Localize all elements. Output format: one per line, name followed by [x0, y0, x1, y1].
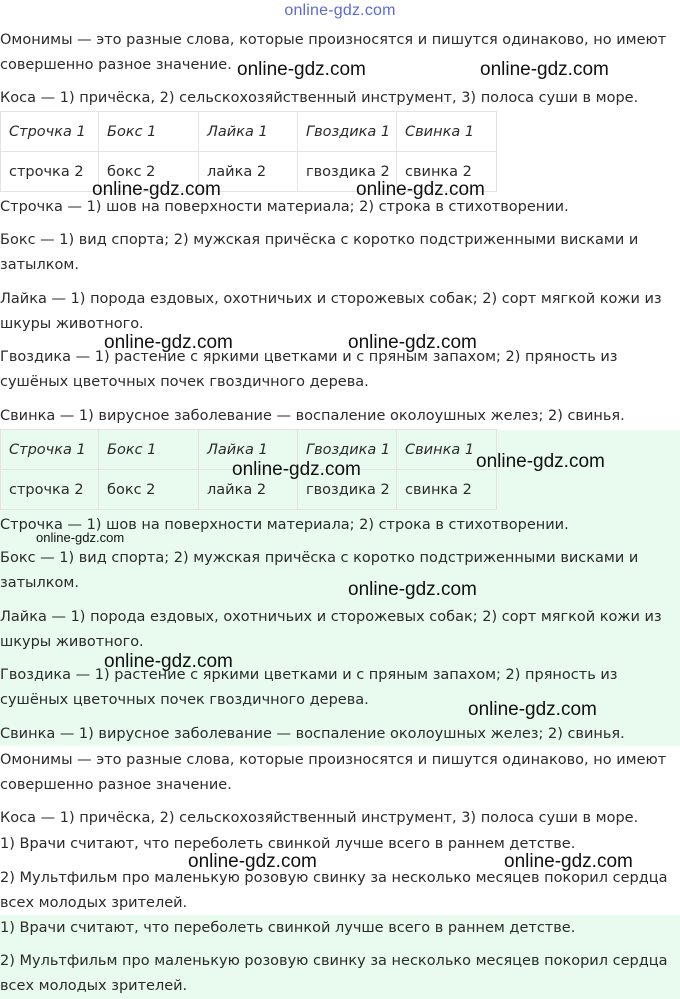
omonymy-definition: Омонимы — это разные слова, которые произносятся и пишутся одинаково, но имеют совершенно разное значение.	[0, 752, 667, 793]
table-cell: гвоздика 2	[298, 470, 397, 510]
table-cell: лайка 2	[199, 152, 298, 192]
table-cell: Строчка 1	[1, 430, 99, 470]
table-header-row	[1, 112, 497, 152]
table-cell: бокс 2	[99, 470, 199, 510]
table-cell: Бокс 1	[99, 112, 199, 152]
table-cell: Гвоздика 1	[298, 430, 397, 470]
layka-definition: Лайка — 1) порода ездовых, охотничьих и сторожевых собак; 2) сорт мягкой кожи из шкуры животного.	[0, 609, 662, 650]
svinka-definition: Свинка — 1) вирусное заболевание — воспаление околоушных желез; 2) свинья.	[0, 408, 625, 424]
table-cell: строчка 2	[1, 470, 99, 510]
example-sentence-2: 2) Мультфильм про маленькую розовую свинку за несколько месяцев покорил сердца всех молодых зрителей.	[0, 953, 668, 994]
table-cell: Лайка 1	[199, 430, 298, 470]
table-cell: лайка 2	[199, 470, 298, 510]
table-cell: Бокс 1	[99, 430, 199, 470]
table-cell: Свинка 1	[397, 112, 497, 152]
omonymy-definition: Омонимы — это разные слова, которые произносятся и пишутся одинаково, но имеют совершенно разное значение.	[0, 32, 667, 73]
watermark: online-gdz.com	[104, 651, 233, 672]
table-cell: Лайка 1	[199, 112, 298, 152]
watermark: online-gdz.com	[232, 459, 361, 480]
watermark: online-gdz.com	[468, 699, 597, 720]
watermark: online-gdz.com	[36, 530, 125, 545]
table-cell: Свинка 1	[397, 430, 497, 470]
table-cell: свинка 2	[397, 152, 497, 192]
table-cell: Гвоздика 1	[298, 112, 397, 152]
example-sentence-1: 1) Врачи считают, что переболеть свинкой лучше всего в раннем детстве.	[0, 836, 576, 852]
watermark: online-gdz.com	[504, 851, 633, 872]
site-logo[interactable]: online-gdz.com	[284, 2, 396, 19]
table-cell: свинка 2	[397, 470, 497, 510]
watermark: online-gdz.com	[476, 451, 605, 472]
table-cell: гвоздика 2	[298, 152, 397, 192]
example-sentence-1: 1) Врачи считают, что переболеть свинкой лучше всего в раннем детстве.	[0, 920, 576, 936]
svinka-definition: Свинка — 1) вирусное заболевание — воспаление околоушных желез; 2) свинья.	[0, 726, 625, 742]
table-cell: Строчка 1	[1, 112, 99, 152]
watermark: online-gdz.com	[237, 59, 366, 80]
kosa-definition: Коса — 1) причёска, 2) сельскохозяйственный инструмент, 3) полоса суши в море.	[0, 810, 639, 826]
kosa-definition: Коса — 1) причёска, 2) сельскохозяйственный инструмент, 3) полоса суши в море.	[0, 90, 639, 106]
boks-definition: Бокс — 1) вид спорта; 2) мужская причёска с коротко подстриженными висками и затылком.	[0, 232, 639, 273]
watermark: online-gdz.com	[348, 579, 477, 600]
watermark: online-gdz.com	[348, 332, 477, 353]
gvozdika-definition: Гвоздика — 1) растение с яркими цветками и с пряным запахом; 2) пряность из сушёных цветочных почек гвоздичного дерева.	[0, 349, 618, 390]
example-sentence-2: 2) Мультфильм про маленькую розовую свинку за несколько месяцев покорил сердца всех молодых зрителей.	[0, 870, 668, 911]
watermark: online-gdz.com	[104, 332, 233, 353]
table-cell: бокс 2	[99, 152, 199, 192]
layka-definition: Лайка — 1) порода ездовых, охотничьих и сторожевых собак; 2) сорт мягкой кожи из шкуры животного.	[0, 291, 662, 332]
table-cell: строчка 2	[1, 152, 99, 192]
strochka-definition: Строчка — 1) шов на поверхности материала; 2) строка в стихотворении.	[0, 517, 569, 533]
boks-definition: Бокс — 1) вид спорта; 2) мужская причёска с коротко подстриженными висками и затылком.	[0, 550, 639, 591]
watermark: online-gdz.com	[188, 851, 317, 872]
gvozdika-definition: Гвоздика — 1) растение с яркими цветками и с пряным запахом; 2) пряность из сушёных цветочных почек гвоздичного дерева.	[0, 667, 618, 708]
strochka-definition: Строчка — 1) шов на поверхности материала; 2) строка в стихотворении.	[0, 199, 569, 215]
watermark: online-gdz.com	[480, 59, 609, 80]
watermark: online-gdz.com	[356, 179, 485, 200]
watermark: online-gdz.com	[92, 179, 221, 200]
